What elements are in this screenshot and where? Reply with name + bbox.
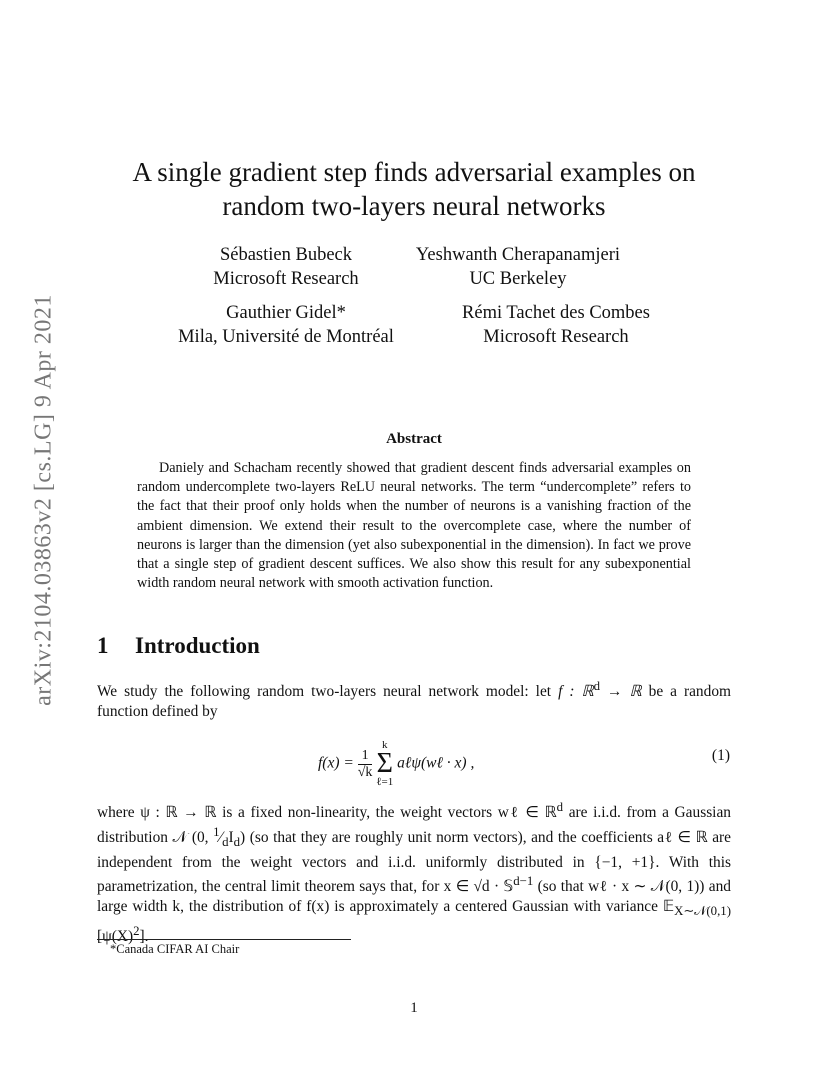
para-text: ]. [139, 927, 149, 945]
title-line-1: A single gradient step finds adversarial examples on [132, 157, 696, 187]
equation-lhs: f(x) = [318, 754, 354, 772]
para-text: where ψ : ℝ → ℝ is a fixed non-linearity, the weight vectors wℓ ∈ ℝ [97, 804, 557, 822]
summation [376, 740, 393, 788]
equation-fraction [358, 748, 373, 781]
title-line-2: random two-layers neural networks [222, 191, 606, 221]
para-text: (so that wℓ · x ∼ 𝒩(0, 1)) and large width k, the distribution of f(x) is approximately a centered Gaussian with variance 𝔼 [97, 878, 731, 915]
math-sup: 2 [133, 923, 140, 938]
author-name: Rémi Tachet des Combes [462, 303, 650, 323]
abstract-text: Daniely and Schacham recently showed that gradient descent finds adversarial examples on random undercomplete two-layers ReLU neural networks. The term “undercomplete” refers to the fact that their proof only holds when the number of neurons is a vanishing fraction of the ambient dimension. We extend their result to the overcomplete case, where the number of neurons is larger than the dimension (yet also subexponential in the dimension). In fact we prove that a single step of gradient descent suffices. We also show this result for any subexponential width random neural network with smooth activation function. [137, 460, 691, 592]
math-sup: d [593, 679, 601, 693]
intro-paragraph-1 [97, 677, 731, 721]
math-sub: X∼𝒩(0,1) [674, 903, 731, 918]
footnote-rule [97, 939, 351, 940]
sum-upper: k [382, 739, 388, 751]
author-name: Gauthier Gidel* [226, 303, 346, 323]
section-title: Introduction [135, 633, 260, 658]
equation-1 [300, 730, 740, 788]
author-name: Yeshwanth Cherapanamjeri [415, 245, 621, 265]
fraction-numerator: 1 [358, 748, 373, 765]
paper-title [100, 155, 728, 223]
intro-text: We study the following random two-layers neural network model: let [97, 683, 559, 701]
equation-number: (1) [711, 747, 730, 764]
sum-sign: Σ [376, 748, 393, 779]
author-affiliation: Microsoft Research [483, 327, 629, 347]
arxiv-stamp-text: arXiv:2104.03863v2 [cs.LG] 9 Apr 2021 [30, 294, 57, 706]
section-number: 1 [97, 633, 109, 658]
math-sub: d [222, 834, 229, 849]
author-block [176, 243, 396, 291]
fraction-denominator: √k [357, 764, 373, 780]
math-inline: → ℝ [600, 683, 642, 701]
para-text: [ψ(X) [97, 927, 134, 945]
arxiv-stamp [14, 294, 74, 706]
author-affiliation: Mila, Université de Montréal [178, 327, 394, 347]
equation-rhs: aℓψ(wℓ · x) , [397, 754, 475, 772]
author-block [436, 301, 676, 349]
equation-body [318, 740, 474, 788]
page-number: 1 [410, 1000, 418, 1016]
math-sup: d [556, 800, 564, 814]
author-block [392, 243, 644, 291]
intro-text: be a random function defined by [97, 683, 731, 720]
para-text: I [228, 828, 234, 846]
abstract-heading: Abstract [386, 431, 442, 447]
math-sub: d [233, 834, 241, 849]
author-block [152, 301, 420, 349]
intro-paragraph-2: where ψ : ℝ → ℝ is a fixed non-linearity, the weight vectors wℓ ∈ ℝ$^d$ are i.i.d. from a Gaussian distribution 𝒩 (0, $^1⁄_dI_d$) (so that they are roughly unit norm vectors), and the coefficients aℓ ∈ ℝ are independent from the weight vectors and i.i.d. uniformly distributed in {−1, +1}. With this parametrization, the central limit theorem says that, for x ∈ √d · 𝕊$^{d-1}$ (so that wℓ · x ∼ 𝒩(0, 1)) and large width k, the distribution of f(x) is approximately a centered Gaussian with variance $𝔼_{X\sim 𝒩(0,1)}[\psi(X)^2]$. [97, 800, 731, 945]
math-sup: d−1 [513, 874, 534, 889]
sum-lower: ℓ=1 [376, 776, 394, 788]
author-affiliation: Microsoft Research [213, 269, 359, 289]
author-affiliation: UC Berkeley [469, 269, 567, 289]
para-text: ) (so that they are roughly unit norm vectors), and the coefficients aℓ ∈ ℝ are independent from the weight vectors and i.i.d. uniformly distributed in {−1, +1}. With this parametrization, the central limit theorem says that, for x ∈ √d · 𝕊 [97, 828, 731, 896]
para-text: are i.i.d. from a Gaussian distribution 𝒩 (0, [97, 804, 731, 846]
section-heading [97, 633, 260, 659]
math-inline: f : ℝ [558, 683, 594, 701]
footnote: *Canada CIFAR AI Chair [110, 942, 240, 956]
author-name: Sébastien Bubeck [219, 245, 353, 265]
math-sup: 1 [213, 824, 220, 839]
